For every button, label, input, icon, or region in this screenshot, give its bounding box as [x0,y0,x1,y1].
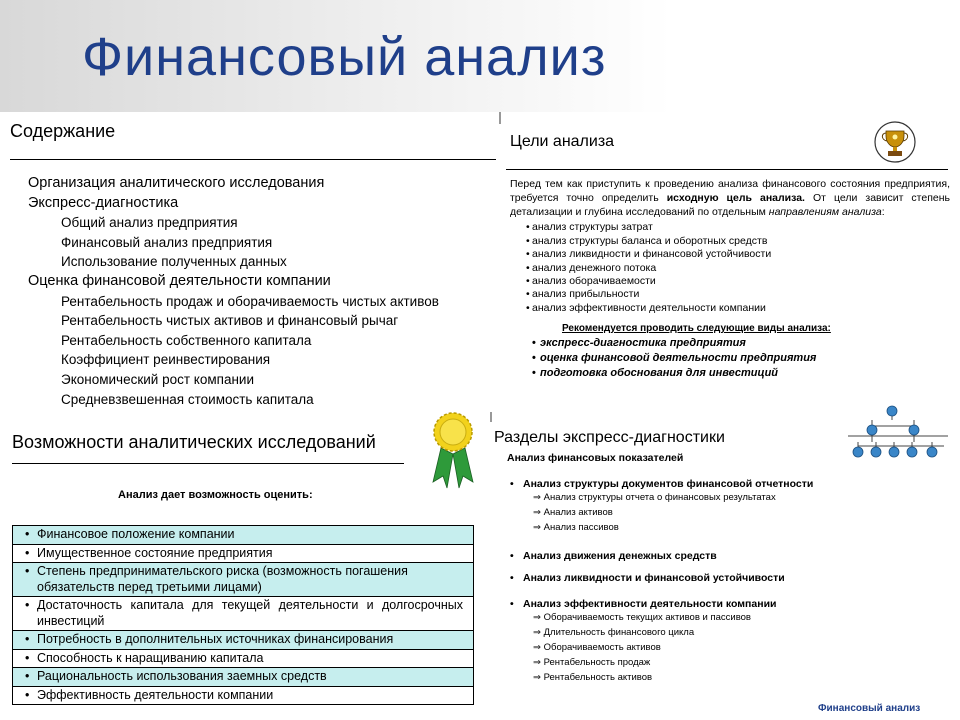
recommended-item: • подготовка обоснования для инвестиций [510,366,950,381]
medal-icon [427,410,479,495]
contents-item: Рентабельность чистых активов и финансовый рычаг [61,313,399,329]
express-subheading: Анализ финансовых показателей [507,452,684,464]
direction-item: • анализ прибыльности [510,288,950,301]
express-section-title: • Анализ структуры документов финансовой отчетности [505,478,945,490]
direction-item: • анализ структуры затрат [510,221,950,234]
arrow-icon: ⇒ [533,657,544,669]
goals-divider [506,169,948,170]
express-section-item [505,610,945,625]
contents-divider [10,159,496,160]
trophy-icon [873,120,917,169]
express-heading: Разделы экспресс-диагностики [494,429,725,446]
arrow-icon: ⇒ [533,492,544,503]
contents-item: Финансовый анализ предприятия [61,234,273,250]
contents-item: Организация аналитического исследования [28,175,325,191]
page-title: Финансовый анализ [82,27,607,87]
goals-heading: Цели анализа [510,133,615,150]
opportunity-row: • Эффективность деятельности компании [13,687,473,705]
express-section-title: • Анализ ликвидности и финансовой устойчивости [505,572,945,584]
express-section-item-label: Оборачиваемость текущих активов и пассивов [543,611,751,623]
express-block [505,452,945,686]
recommended-item: • оценка финансовой деятельности предприятия [510,351,950,366]
contents-item: Использование полученных данных [61,254,287,270]
express-section-item-label: Анализ активов [543,507,613,519]
direction-item: • анализ оборачиваемости [510,275,950,288]
express-section-item [505,505,945,520]
express-section-item-label: Оборачиваемость активов [543,642,661,654]
directions-list [510,221,950,315]
express-section-item [505,625,945,640]
arrow-icon: ⇒ [533,672,544,684]
contents-item: Рентабельность продаж и оборачиваемость чистых активов [61,293,439,309]
arrow-icon: ⇒ [533,642,544,654]
opportunity-row: • Способность к наращиванию капитала [13,650,473,669]
arrow-icon: ⇒ [533,522,544,534]
corner-mark-2 [490,412,492,422]
goals-intro: Перед тем как приступить к проведению анализа финансового состояния предприятия, требуется точно определить исходную цель анализа. От цели зависит степень детализации и глубина исследований по отдельным направлениям анализа: [510,178,950,218]
recommend-heading: Рекомендуется проводить следующие виды анализа: [562,323,831,335]
contents-heading: Содержание [10,121,116,141]
arrow-icon: ⇒ [533,507,544,519]
direction-item: • анализ эффективности деятельности компании [510,302,950,315]
opportunities-table [12,525,474,705]
opportunity-row: • Имущественное состояние предприятия [13,545,473,564]
contents-item: Оценка финансовой деятельности компании [28,272,331,289]
express-section-item-label: Анализ пассивов [543,522,619,534]
direction-item: • анализ структуры баланса и оборотных средств [510,235,950,248]
opportunities-heading: Возможности аналитических исследований [12,432,376,452]
opportunity-row: • Рациональность использования заемных средств [13,668,473,687]
contents-item: Коэффициент реинвестирования [61,352,271,368]
express-section-item-label: Анализ структуры отчета о финансовых результатах [543,492,776,503]
express-section-item-label: Длительность финансового цикла [543,626,695,638]
contents-item: Рентабельность собственного капитала [61,332,312,348]
corner-mark [499,112,501,124]
express-section-item [505,520,945,535]
express-section-item [505,655,945,670]
contents-list [28,174,498,409]
opportunity-row: • Степень предпринимательского риска (возможность погашения обязательств перед третьими лицами) [13,563,473,597]
goals-block [510,178,950,381]
direction-item: • анализ денежного потока [510,262,950,275]
opportunities-subheading: Анализ дает возможность оценить: [118,489,313,501]
opportunities-divider [12,463,404,464]
direction-item: • анализ ликвидности и финансовой устойчивости [510,248,950,261]
express-section-item [505,490,945,505]
opportunity-row: • Достаточность капитала для текущей деятельности и долгосрочных инвестиций [13,597,473,631]
contents-item: Экономический рост компании [61,371,254,387]
express-section-title: • Анализ движения денежных средств [505,550,945,562]
arrow-icon: ⇒ [533,611,544,623]
opportunity-row: • Финансовое положение компании [13,526,473,545]
express-section-item-label: Рентабельность продаж [543,657,651,669]
express-section-item [505,670,945,685]
contents-item: Экспресс-диагностика [28,194,179,211]
recommended-list [510,336,950,381]
footer-label: Финансовый анализ [818,703,921,714]
contents-item: Средневзвешенная стоимость капитала [61,391,314,407]
opportunity-row: • Потребность в дополнительных источниках финансирования [13,631,473,650]
contents-item: Общий анализ предприятия [61,215,238,231]
recommended-item: • экспресс-диагностика предприятия [510,336,950,351]
arrow-icon: ⇒ [533,626,544,638]
express-section-item-label: Рентабельность активов [543,672,653,684]
express-section-item [505,640,945,655]
express-section-title: • Анализ эффективности деятельности компании [505,598,945,610]
